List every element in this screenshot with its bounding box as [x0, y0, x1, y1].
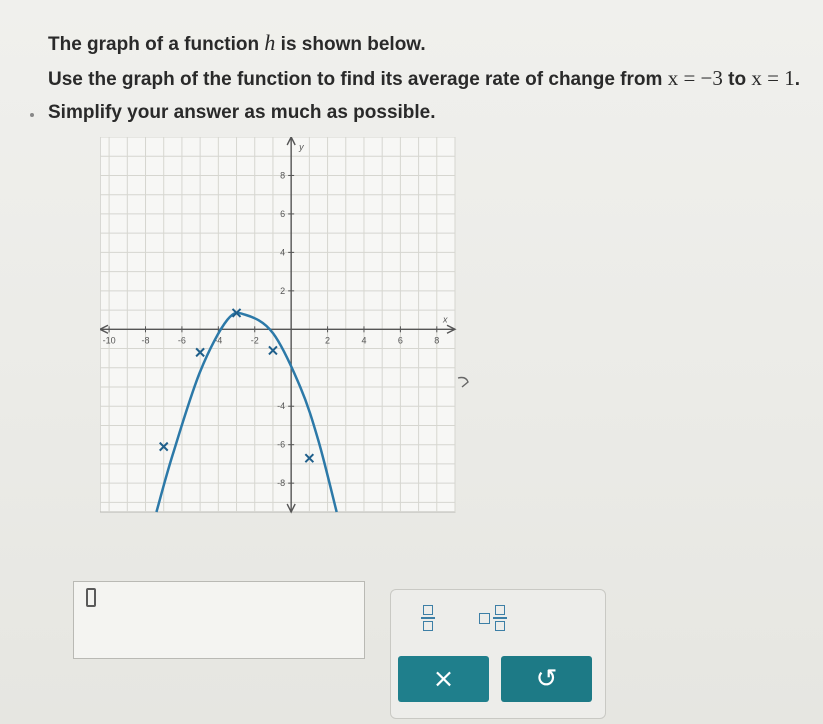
x-tick-label: -2 [250, 335, 259, 346]
answer-input[interactable] [73, 581, 365, 659]
x-tick-label: 4 [361, 335, 367, 346]
close-icon: × [432, 664, 455, 694]
x-tick-label: 2 [325, 335, 331, 346]
question-line-1: The graph of a function h is shown below. [48, 30, 426, 55]
x-tick-label: -6 [177, 335, 186, 346]
x-tick-label: -4 [214, 335, 223, 346]
text-cursor-icon [86, 588, 96, 607]
y-tick-label: -4 [277, 401, 286, 412]
y-tick-label: -8 [277, 478, 286, 489]
fraction-key[interactable] [410, 602, 446, 634]
y-tick-label: 8 [280, 170, 286, 181]
y-tick-label: 4 [280, 247, 286, 258]
y-tick-label: -6 [277, 439, 286, 450]
bullet-dot [30, 113, 34, 117]
x-tick-label: -8 [141, 335, 150, 346]
x-tick-label: 6 [397, 335, 403, 346]
mixed-number-icon [479, 613, 490, 624]
function-name: h [264, 30, 276, 55]
graph-frame [100, 137, 455, 512]
fraction-icon [421, 605, 435, 631]
mixed-number-key[interactable] [468, 602, 518, 634]
question-line-2: Use the graph of the function to find its average rate of change from x = −3 to x = 1. [48, 66, 800, 90]
x-to: x = 1 [751, 66, 795, 90]
x-tick-label: -10 [102, 335, 116, 346]
x-axis-label: x [443, 314, 448, 325]
graph-tool-icon [458, 378, 468, 388]
undo-icon: ↺ [535, 664, 558, 694]
clear-button[interactable] [398, 656, 489, 702]
x-tick-label: 8 [434, 335, 440, 346]
y-tick-label: 6 [280, 208, 286, 219]
y-tick-label: 2 [280, 285, 286, 296]
undo-button[interactable] [501, 656, 592, 702]
function-graph [100, 137, 470, 519]
question-line-3: Simplify your answer as much as possible. [48, 102, 436, 123]
y-axis-label: y [299, 142, 304, 152]
x-from: x = −3 [667, 66, 723, 90]
